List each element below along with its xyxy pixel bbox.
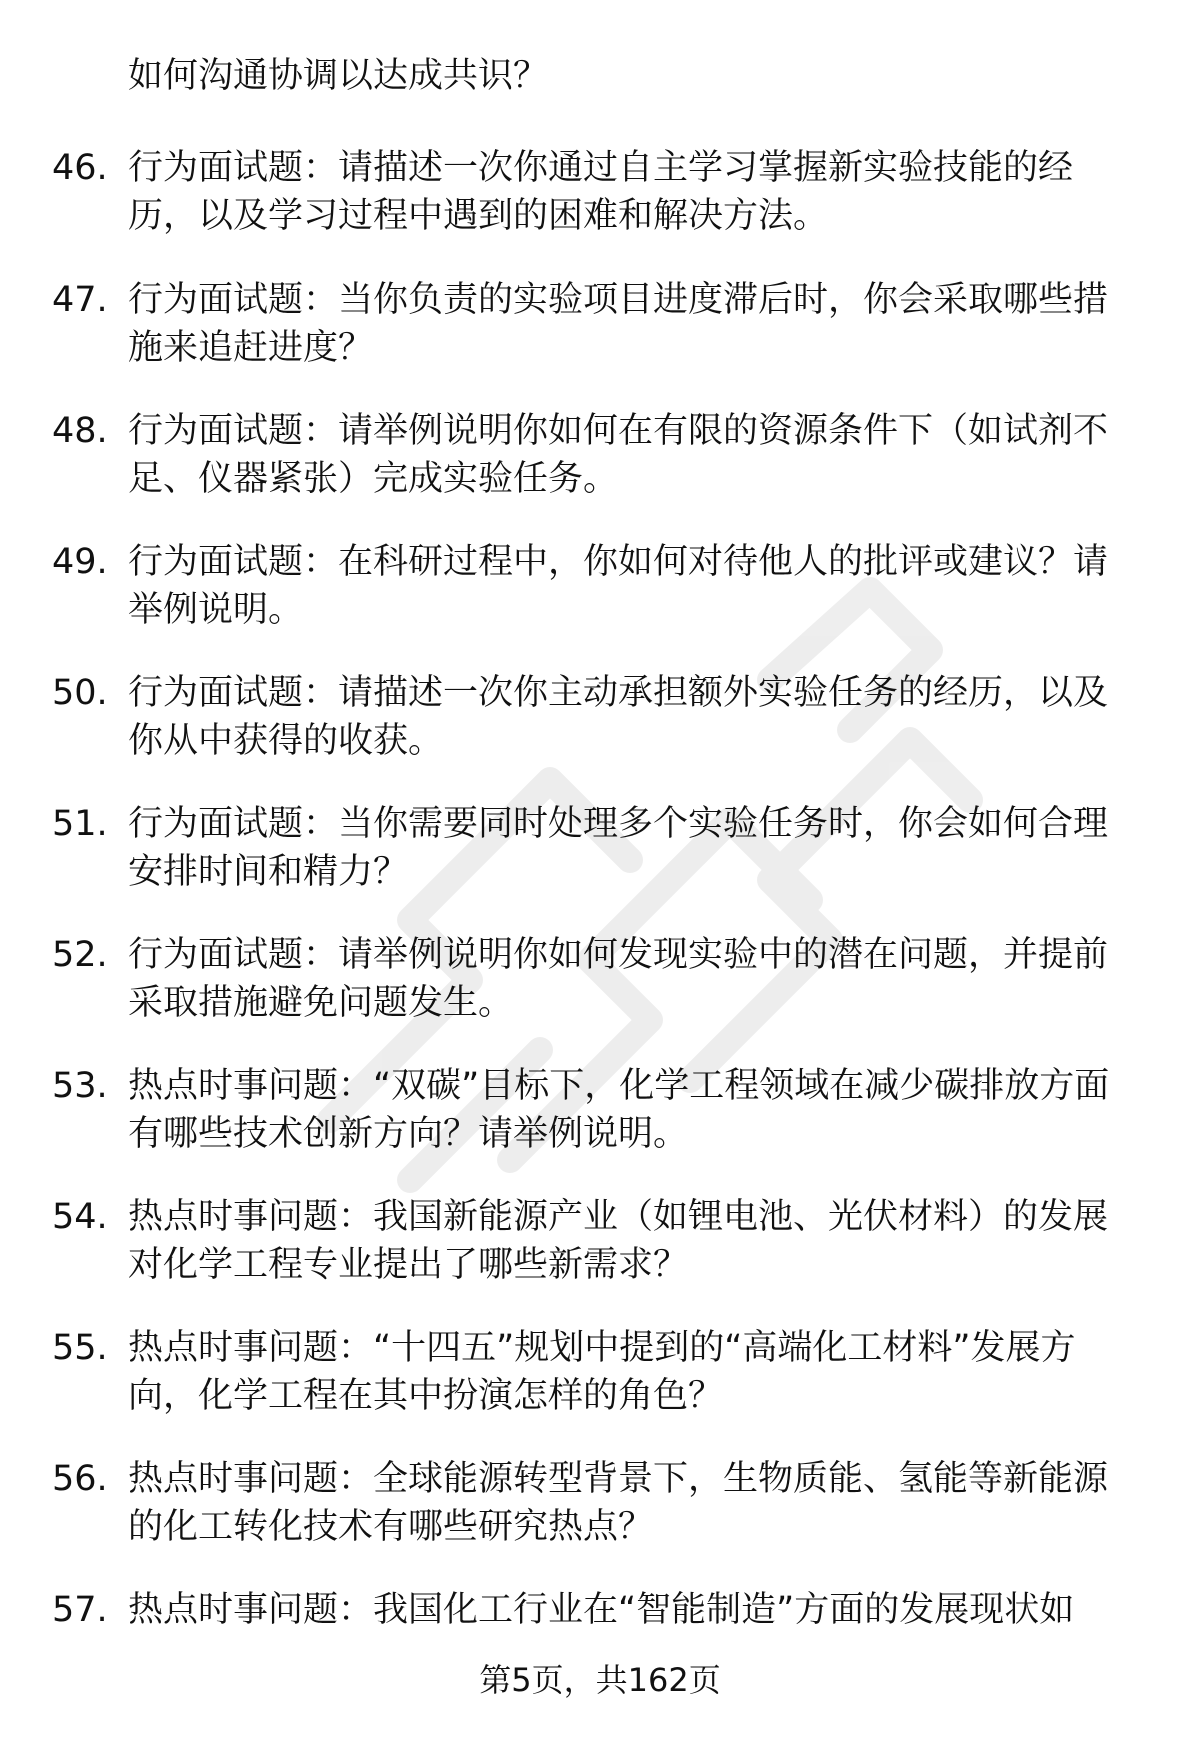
item-number: 51. — [52, 804, 108, 844]
item-text: 行为面试题：请描述一次你通过自主学习掌握新实验技能的经历，以及学习过程中遇到的困难和解决方法。 — [128, 148, 1074, 236]
item-text: 行为面试题：当你负责的实验项目进度滞后时，你会采取哪些措施来追赶进度？ — [128, 280, 1109, 368]
item-text: 热点时事问题：“双碳”目标下，化学工程领域在减少碳排放方面有哪些技术创新方向？请举例说明。 — [128, 1066, 1110, 1154]
item-number: 57. — [52, 1590, 108, 1630]
item-text: 热点时事问题：我国新能源产业（如锂电池、光伏材料）的发展对化学工程专业提出了哪些新需求？ — [128, 1197, 1109, 1285]
item-text: 行为面试题：请举例说明你如何发现实验中的潜在问题，并提前采取措施避免问题发生。 — [128, 935, 1109, 1023]
item-number: 56. — [52, 1459, 108, 1499]
item-number: 52. — [52, 935, 108, 975]
item-number: 47. — [52, 280, 108, 320]
item-text: 热点时事问题：我国化工行业在“智能制造”方面的发展现状如 — [128, 1590, 1075, 1630]
page-footer: 第5页，共162页 — [479, 1661, 721, 1699]
item-number: 54. — [52, 1197, 108, 1237]
item-number: 55. — [52, 1328, 108, 1368]
item-number: 49. — [52, 542, 108, 582]
item-text: 热点时事问题：全球能源转型背景下，生物质能、氢能等新能源的化工转化技术有哪些研究热点？ — [128, 1459, 1109, 1547]
item-text: 行为面试题：在科研过程中，你如何对待他人的批评或建议？请举例说明。 — [128, 542, 1109, 630]
item-number: 53. — [52, 1066, 108, 1106]
item-text: 行为面试题：请举例说明你如何在有限的资源条件下（如试剂不足、仪器紧张）完成实验任务。 — [128, 411, 1109, 499]
item-text: 行为面试题：请描述一次你主动承担额外实验任务的经历，以及你从中获得的收获。 — [128, 673, 1109, 761]
item-number: 48. — [52, 411, 108, 451]
item-number: 46. — [52, 148, 108, 188]
item-number: 50. — [52, 673, 108, 713]
continuation-line: 如何沟通协调以达成共识？ — [128, 56, 549, 96]
item-text: 行为面试题：当你需要同时处理多个实验任务时，你会如何合理安排时间和精力？ — [128, 804, 1109, 892]
item-text: 热点时事问题：“十四五”规划中提到的“高端化工材料”发展方向，化学工程在其中扮演怎样的角色？ — [128, 1328, 1076, 1416]
